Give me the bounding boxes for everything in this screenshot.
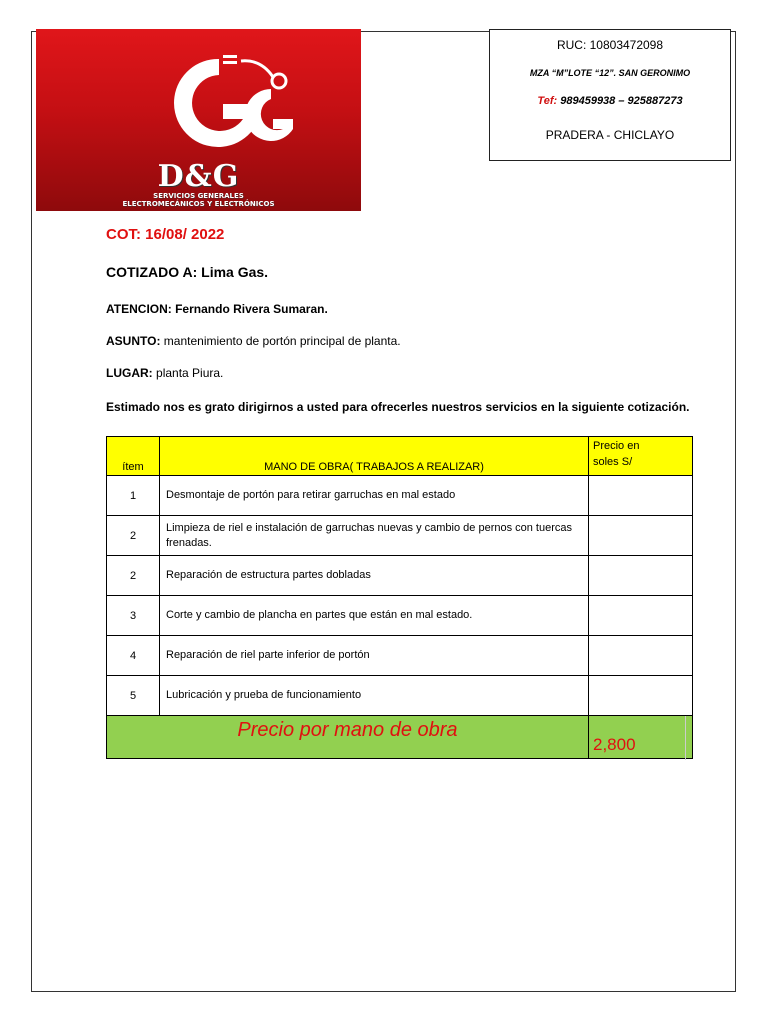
row-price — [589, 596, 693, 636]
total-value — [589, 716, 693, 759]
total-label: Precio por mano de obra — [107, 716, 589, 759]
location-label: LUGAR: — [106, 366, 153, 380]
header-item: ítem — [107, 437, 160, 476]
company-logo — [36, 29, 361, 211]
header-price — [589, 437, 693, 476]
quoted-to: COTIZADO A: Lima Gas. — [106, 264, 269, 280]
row-item: 2 — [107, 556, 160, 596]
row-description: Corte y cambio de plancha en partes que están en mal estado. — [160, 596, 589, 636]
row-item: 4 — [107, 636, 160, 676]
row-price — [589, 636, 693, 676]
table-row — [107, 556, 693, 596]
row-description: Lubricación y prueba de funcionamiento — [160, 676, 589, 716]
row-item: 1 — [107, 476, 160, 516]
row-price — [589, 476, 693, 516]
row-item: 3 — [107, 596, 160, 636]
phone-label: Tef: — [537, 95, 558, 107]
subject — [106, 334, 401, 348]
dg-logo-mark-icon — [161, 49, 311, 159]
company-phone — [490, 95, 730, 107]
total-divider — [685, 716, 686, 760]
table-row — [107, 676, 693, 716]
row-price — [589, 676, 693, 716]
ruc-number: RUC: 10803472098 — [556, 38, 664, 52]
total-amount: 2,800 — [593, 735, 636, 754]
quote-table — [106, 436, 693, 759]
table-row — [107, 476, 693, 516]
phone-numbers: 989459938 – 925887273 — [560, 95, 683, 107]
table-row — [107, 596, 693, 636]
company-city: PRADERA - CHICLAYO — [545, 128, 675, 142]
location-text: planta Piura. — [156, 366, 224, 380]
row-description: Desmontaje de portón para retirar garruchas en mal estado — [160, 476, 589, 516]
header-description: MANO DE OBRA( TRABAJOS A REALIZAR) — [160, 437, 589, 476]
table-row — [107, 636, 693, 676]
row-item: 5 — [107, 676, 160, 716]
subject-text: mantenimiento de portón principal de planta. — [163, 334, 401, 348]
row-description: Limpieza de riel e instalación de garruchas nuevas y cambio de pernos con tuercas frenadas. — [160, 516, 589, 556]
location — [106, 366, 223, 380]
row-description: Reparación de riel parte inferior de portón — [160, 636, 589, 676]
logo-brand-text: D&G — [157, 159, 240, 194]
header-price-line2: soles S/ — [593, 456, 633, 468]
company-address: MZA “M”LOTE “12”. SAN GERONIMO — [529, 68, 691, 78]
quote-number-date: COT: 16/08/ 2022 — [106, 226, 225, 243]
subject-label: ASUNTO: — [106, 334, 161, 348]
total-row — [107, 716, 693, 759]
row-item: 2 — [107, 516, 160, 556]
row-description: Reparación de estructura partes dobladas — [160, 556, 589, 596]
attention: ATENCION: Fernando Rivera Sumaran. — [106, 302, 328, 316]
logo-subtitle-line2: ELECTROMECÁNICOS Y ELECTRÓNICOS — [122, 200, 275, 208]
row-price — [589, 556, 693, 596]
company-info-box — [489, 29, 731, 161]
intro-paragraph: Estimado nos es grato dirigirnos a usted para ofrecerles nuestros servicios en la siguiente cotización. — [106, 400, 690, 414]
table-header-row — [107, 437, 693, 476]
header-price-line1: Precio en — [593, 440, 640, 452]
logo-subtitle-line1: SERVICIOS GENERALES — [153, 192, 244, 200]
row-price — [589, 516, 693, 556]
table-row — [107, 516, 693, 556]
